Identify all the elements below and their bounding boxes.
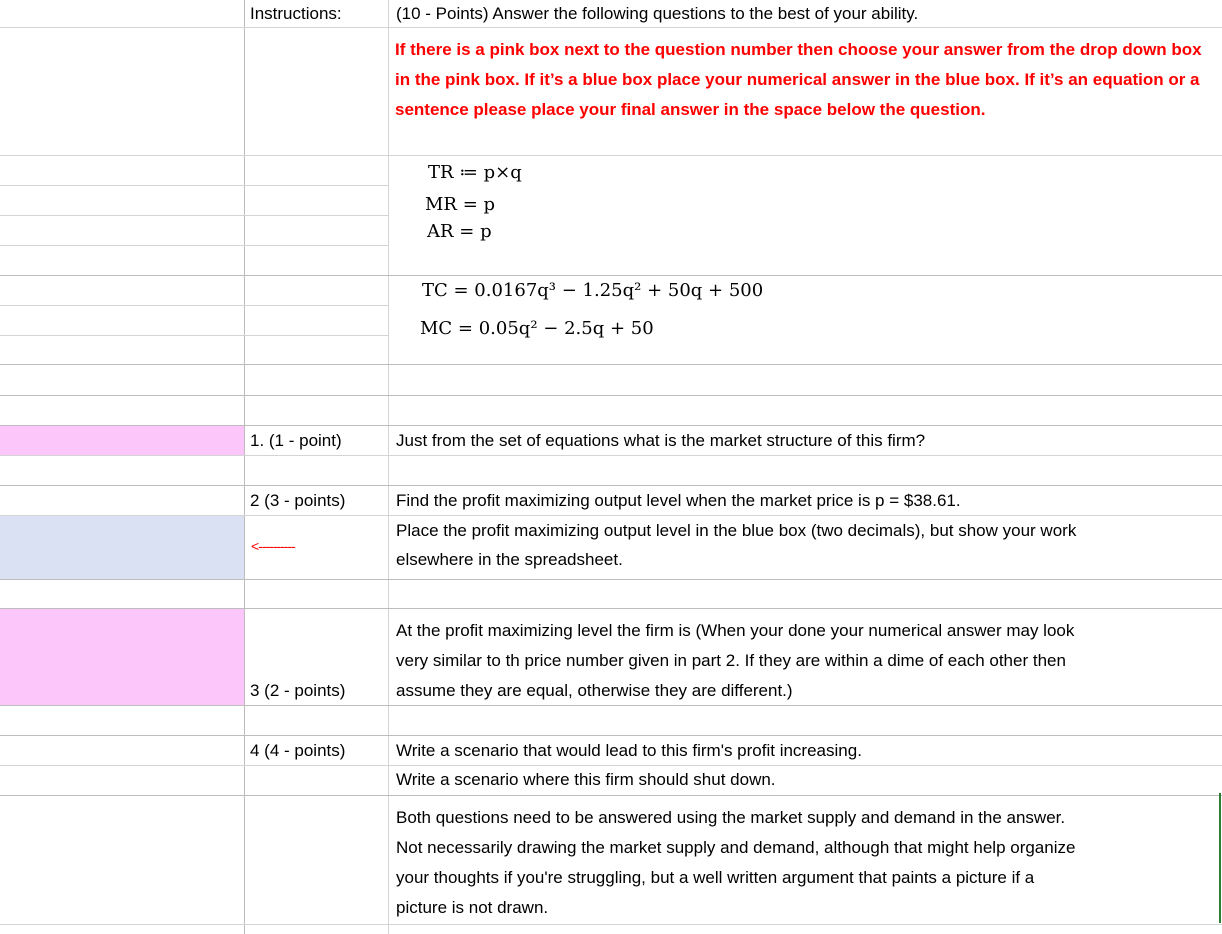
question-2-line-1: Find the profit maximizing output level when the market price is p = $38.61. [396,491,961,510]
instructions-title: (10 - Points) Answer the following questions to the best of your ability. [396,4,919,23]
question-3-label: 3 (2 - points) [250,681,346,700]
equation-ar: AR = p [427,221,492,242]
equation-tr: TR ≔ p×q [428,162,522,183]
question-3-line-2: very similar to th price number given in part 2. If they are within a dime of each other then [396,651,1066,670]
question-4-line-5: your thoughts if you're struggling, but a well written argument that paints a picture if a [396,868,1035,887]
instructions-red-text: If there is a pink box next to the question number then choose your answer from the drop down box in the pink box. If it’s a blue box place your numerical answer in the blue box. If it’s an equation or a sentence please place your final answer in the space below the question. [395,40,1202,119]
question-4-line-6: picture is not drawn. [396,898,549,917]
answer-input-q2[interactable] [0,515,244,579]
equation-tc: TC = 0.0167q³ − 1.25q² + 50q + 500 [422,280,764,301]
question-1-text: Just from the set of equations what is the market structure of this firm? [396,431,926,450]
selected-cell-border [1219,793,1221,923]
question-3-line-1: At the profit maximizing level the firm is (When your done your numerical answer may look [396,621,1075,640]
instructions-label: Instructions: [250,4,342,23]
question-4-line-4: Not necessarily drawing the market supply and demand, although that might help organize [396,838,1076,857]
question-1-label: 1. (1 - point) [250,431,342,450]
question-4-line-2: Write a scenario where this firm should shut down. [396,770,776,789]
question-2-label: 2 (3 - points) [250,491,346,510]
question-3-line-3: assume they are equal, otherwise they are different.) [396,681,793,700]
equation-mr: MR = p [425,194,496,215]
answer-dropdown-q1[interactable] [0,425,244,455]
question-4-line-1: Write a scenario that would lead to this firm's profit increasing. [396,741,862,760]
answer-dropdown-q3[interactable] [0,608,244,705]
question-4-line-3: Both questions need to be answered using the market supply and demand in the answer. [396,808,1066,827]
question-2-line-3: elsewhere in the spreadsheet. [396,550,623,569]
question-4-label: 4 (4 - points) [250,741,346,760]
question-2-line-2: Place the profit maximizing output level in the blue box (two decimals), but show your work [396,521,1077,540]
arrow-left-icon: <---------- [251,538,295,554]
equation-mc: MC = 0.05q² − 2.5q + 50 [420,318,654,339]
